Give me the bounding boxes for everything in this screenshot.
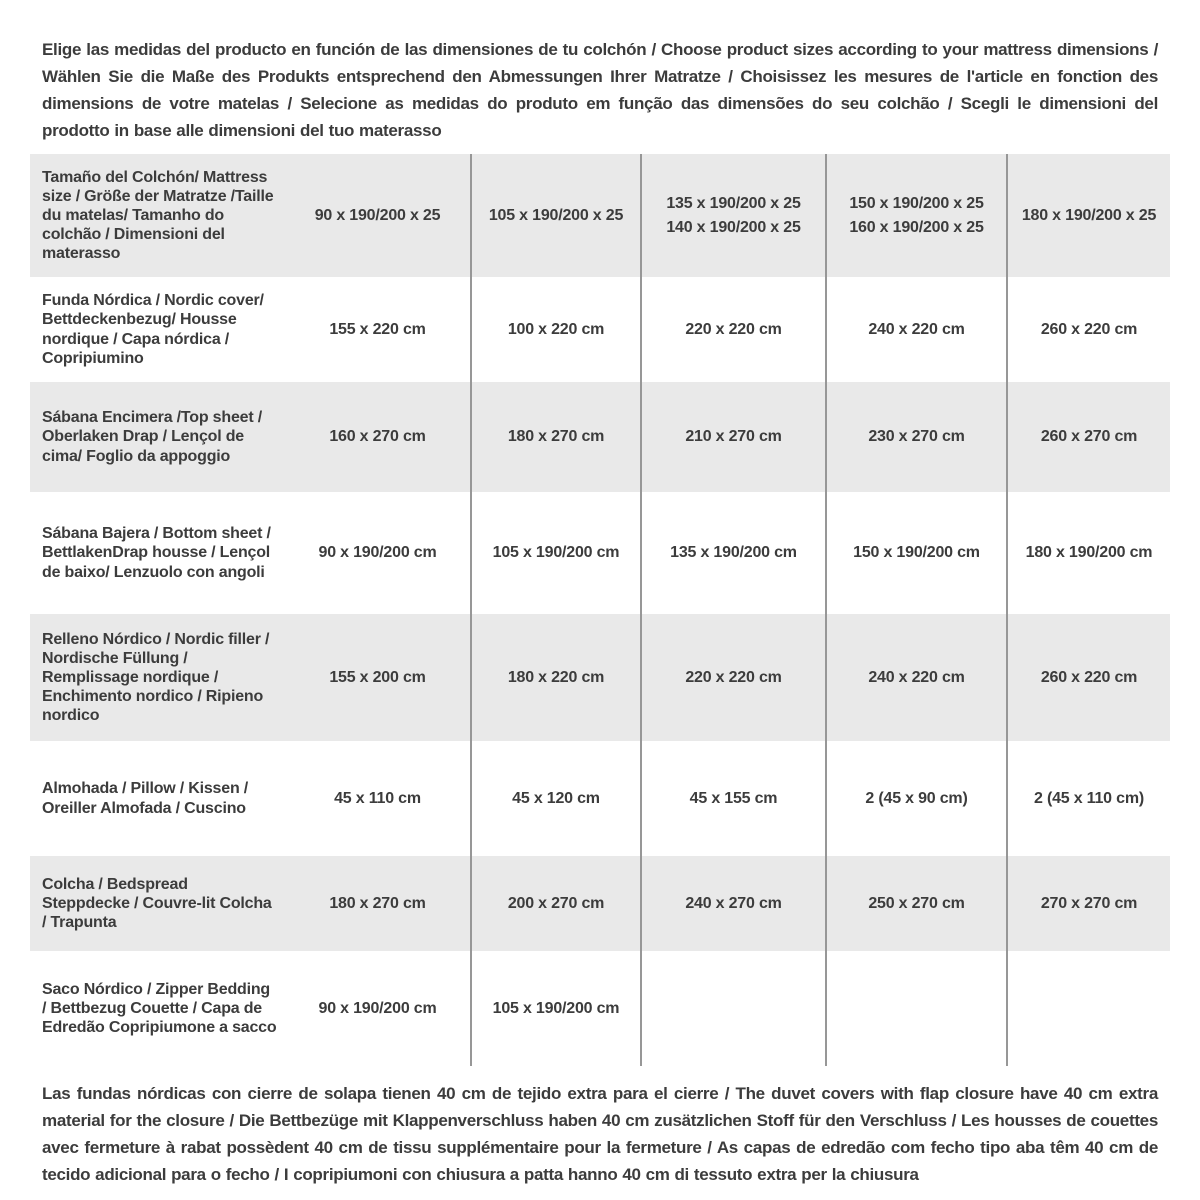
size-value: 160 x 270 cm — [329, 428, 426, 446]
table-row-nordic-filler — [30, 614, 1170, 741]
size-cell — [470, 492, 640, 614]
table-row-top-sheet — [30, 382, 1170, 492]
size-cell — [640, 856, 825, 951]
size-value: 155 x 200 cm — [329, 668, 426, 686]
row-label: Funda Nórdica / Nordic cover/ Bettdeckenbezug/ Housse nordique / Capa nórdica / Copripiumino — [42, 292, 264, 367]
size-value: 90 x 190/200 cm — [318, 999, 437, 1017]
size-cell — [1006, 741, 1170, 856]
size-value: 135 x 190/200 x 25 — [666, 195, 801, 213]
size-cell — [825, 492, 1006, 614]
size-cell — [285, 614, 470, 741]
size-value: 180 x 220 cm — [507, 668, 605, 686]
size-value: 260 x 220 cm — [1040, 668, 1138, 686]
size-cell — [640, 951, 825, 1066]
size-cell — [1006, 856, 1170, 951]
table-row-pillow — [30, 741, 1170, 856]
footnote-paragraph: Las fundas nórdicas con cierre de solapa tienen 40 cm de tejido extra para el cierre / The duvet covers with flap closure have 40 cm extra material for the closure / Die Bettbezüge mit Klappenverschluss haben 40 cm zusätzlichen Stoff für den Verschluss / Les housses de couettes avec fermeture à rabat possèdent 40 cm de tissu supplémentaire pour la fermeture / As capas de edredão com fecho tipo aba têm 40 cm de tecido adicional para o fecho / I copripiumoni con chiusura a patta hanno 40 cm di tessuto extra per la chiusura — [42, 1084, 1158, 1184]
intro-paragraph: Elige las medidas del producto en función de las dimensiones de tu colchón / Choose product sizes according to your mattress dimensions / Wählen Sie die Maße des Produkts entsprechend den Abmessungen Ihrer Matratze / Choisissez les mesures de l'article en fonction des dimensions de votre matelas / Selecione as medidas do produto em função das dimensões do seu colchão / Scegli le dimensioni del prodotto in base alle dimensioni del tuo materasso — [42, 40, 1158, 140]
size-cell — [1006, 277, 1170, 382]
size-cell — [285, 951, 470, 1066]
size-cell — [285, 741, 470, 856]
size-value: 105 x 190/200 cm — [492, 544, 620, 562]
size-value: 2 (45 x 90 cm) — [865, 789, 968, 807]
size-cell — [285, 277, 470, 382]
size-value: 100 x 220 cm — [507, 320, 605, 338]
size-value: 150 x 190/200 x 25 — [849, 195, 984, 213]
size-cell — [640, 277, 825, 382]
size-cell — [285, 856, 470, 951]
size-value: 155 x 220 cm — [329, 320, 426, 338]
size-cell — [640, 614, 825, 741]
size-value: 90 x 190/200 cm — [318, 544, 437, 562]
size-cell — [470, 856, 640, 951]
row-label: Sábana Bajera / Bottom sheet / BettlakenDrap housse / Lençol de baixo/ Lenzuolo con angoli — [42, 525, 271, 581]
size-value: 105 x 190/200 cm — [492, 999, 620, 1017]
size-cell — [470, 951, 640, 1066]
size-value: 45 x 120 cm — [512, 789, 600, 807]
size-value: 270 x 270 cm — [1040, 894, 1138, 912]
size-value: 260 x 220 cm — [1040, 320, 1138, 338]
table-row-zipper-bedding — [30, 951, 1170, 1066]
size-cell — [285, 382, 470, 492]
size-table — [30, 154, 1170, 1066]
size-cell — [640, 382, 825, 492]
size-value: 180 x 190/200 x 25 — [1021, 206, 1157, 224]
size-value: 180 x 270 cm — [507, 428, 605, 446]
size-cell — [825, 382, 1006, 492]
row-label: Saco Nórdico / Zipper Bedding / Bettbezug Couette / Capa de Edredão Copripiumone a sacco — [42, 980, 277, 1037]
size-value: 250 x 270 cm — [868, 894, 965, 912]
size-value: 240 x 220 cm — [868, 320, 965, 338]
size-value: 240 x 220 cm — [868, 668, 965, 686]
size-cell — [470, 154, 640, 277]
size-cell — [825, 277, 1006, 382]
size-value: 260 x 270 cm — [1040, 428, 1138, 446]
row-label: Almohada / Pillow / Kissen / Oreiller Almofada / Cuscino — [42, 780, 249, 817]
size-value: 180 x 270 cm — [329, 894, 426, 912]
size-value: 230 x 270 cm — [868, 428, 965, 446]
size-cell — [640, 741, 825, 856]
size-value: 45 x 110 cm — [334, 789, 421, 807]
size-value: 200 x 270 cm — [507, 894, 605, 912]
row-label: Tamaño del Colchón/ Mattress size / Größe der Matratze /Taille du matelas/ Tamanho do colchão / Dimensioni del materasso — [42, 168, 274, 263]
size-value: 2 (45 x 110 cm) — [1034, 789, 1144, 807]
size-cell — [470, 382, 640, 492]
size-cell — [1006, 614, 1170, 741]
row-label: Colcha / Bedspread Steppdecke / Couvre-lit Colcha / Trapunta — [42, 875, 272, 932]
size-cell — [470, 741, 640, 856]
size-value: 220 x 220 cm — [685, 668, 782, 686]
size-value: 240 x 270 cm — [685, 894, 782, 912]
size-cell — [1006, 492, 1170, 614]
size-cell — [470, 614, 640, 741]
size-cell — [825, 856, 1006, 951]
size-value: 90 x 190/200 x 25 — [314, 206, 441, 224]
size-cell — [825, 741, 1006, 856]
size-value: 160 x 190/200 x 25 — [849, 218, 984, 236]
size-cell — [640, 492, 825, 614]
table-row-bedspread — [30, 856, 1170, 951]
size-cell — [640, 154, 825, 277]
size-cell — [285, 492, 470, 614]
size-cell — [285, 154, 470, 277]
size-value: 135 x 190/200 cm — [670, 544, 797, 562]
table-row-bottom-sheet — [30, 492, 1170, 614]
size-value: 220 x 220 cm — [685, 320, 782, 338]
size-cell — [1006, 951, 1170, 1066]
size-cell — [1006, 154, 1170, 277]
size-cell — [825, 154, 1006, 277]
size-cell — [470, 277, 640, 382]
table-row-nordic-cover — [30, 277, 1170, 382]
table-row-mattress-size — [30, 154, 1170, 277]
size-cell — [825, 614, 1006, 741]
row-label: Sábana Encimera /Top sheet / Oberlaken Drap / Lençol de cima/ Foglio da appoggio — [42, 409, 262, 465]
size-value: 150 x 190/200 cm — [853, 544, 980, 562]
size-value: 210 x 270 cm — [685, 428, 782, 446]
size-value: 140 x 190/200 x 25 — [666, 218, 801, 236]
size-cell — [825, 951, 1006, 1066]
size-value: 180 x 190/200 cm — [1025, 544, 1153, 562]
size-value: 45 x 155 cm — [689, 789, 778, 807]
row-label: Relleno Nórdico / Nordic filler / Nordische Füllung / Remplissage nordique / Enchimento nordico / Ripieno nordico — [42, 630, 270, 725]
size-cell — [1006, 382, 1170, 492]
size-value: 105 x 190/200 x 25 — [488, 206, 624, 224]
